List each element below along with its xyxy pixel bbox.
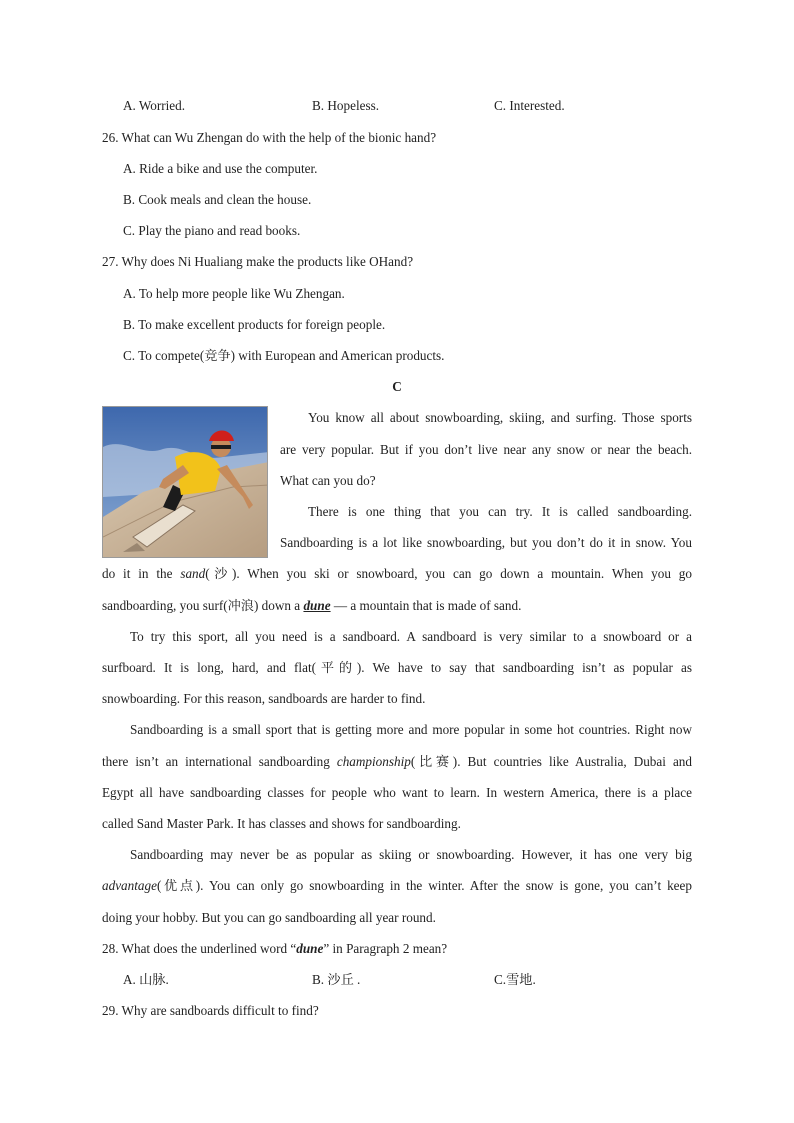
sandboarder-illustration <box>103 407 268 558</box>
text-segment: (沙). When you ski or snowboard, you can go down a mountain. When you go <box>205 566 692 581</box>
q27-question: 27. Why does Ni Hualiang make the products like OHand? <box>102 254 414 269</box>
q28-option-c: C.雪地. <box>494 972 536 987</box>
underlined-word-dune: dune <box>303 598 331 613</box>
q28-option-b: B. 沙丘 . <box>312 972 361 987</box>
q27-option-a: A. To help more people like Wu Zhengan. <box>123 286 345 301</box>
q26-option-c: C. Play the piano and read books. <box>123 223 301 238</box>
passage-p2-line1: There is one thing that you can try. It is called sandboarding. <box>308 504 692 519</box>
passage-p2-line4 <box>102 597 692 615</box>
passage-p4-line2 <box>102 753 692 771</box>
word-championship: championship <box>336 754 411 769</box>
q25-option-a: A. Worried. <box>123 98 186 113</box>
passage-p5-line2 <box>102 877 692 895</box>
passage-p2-line2: Sandboarding is a lot like snowboarding, but you don’t do it in snow. You <box>280 535 692 550</box>
passage-p3-line2: surfboard. It is long, hard, and flat(平的). We have to say that sandboarding isn’t as popular as <box>102 660 692 675</box>
word-sand: sand <box>180 566 206 581</box>
passage-p1-line1: You know all about snowboarding, skiing, and surfing. Those sports <box>308 410 692 425</box>
passage-p5-line1: Sandboarding may never be as popular as skiing or snowboarding. However, it has one very big <box>130 847 692 862</box>
text-segment: ” in Paragraph 2 mean? <box>323 941 448 956</box>
text-segment: there isn’t an international sandboarding <box>102 754 337 769</box>
text-segment: 28. What does the underlined word “ <box>102 941 297 956</box>
passage-p3-line1: To try this sport, all you need is a sandboard. A sandboard is very similar to a snowboard or a <box>130 629 692 644</box>
passage-p4-line1: Sandboarding is a small sport that is getting more and more popular in some hot countries. Right now <box>130 722 692 737</box>
q27-option-b: B. To make excellent products for foreign people. <box>123 317 386 332</box>
q28-question <box>102 940 692 958</box>
word-advantage: advantage <box>102 878 157 893</box>
word-dune: dune <box>296 941 324 956</box>
q26-question: 26. What can Wu Zhengan do with the help of the bionic hand? <box>102 130 437 145</box>
text-segment: (优点). You can only go snowboarding in the winter. After the snow is gone, you can’t keep <box>156 878 692 893</box>
passage-p1-line2: are very popular. But if you don’t live near any snow or near the beach. <box>280 442 692 457</box>
section-heading-c: C <box>392 379 402 394</box>
q25-option-b: B. Hopeless. <box>312 98 380 113</box>
sandboarding-photo <box>102 406 268 558</box>
q26-option-a: A. Ride a bike and use the computer. <box>123 161 318 176</box>
text-segment: sandboarding, you surf(冲浪) down a <box>102 598 304 613</box>
passage-p1-line3: What can you do? <box>280 473 376 488</box>
passage-p5-line3: doing your hobby. But you can go sandboarding all year round. <box>102 910 436 925</box>
passage-p2-line3 <box>102 565 692 583</box>
text-segment: (比赛). But countries like Australia, Dubai and <box>410 754 692 769</box>
passage-p4-line3: Egypt all have sandboarding classes for people who want to learn. In western America, there is a place <box>102 785 692 800</box>
q28-option-a: A. 山脉. <box>123 972 169 987</box>
text-segment: — a mountain that is made of sand. <box>330 598 522 613</box>
q26-option-b: B. Cook meals and clean the house. <box>123 192 312 207</box>
text-segment: do it in the <box>102 566 181 581</box>
q25-option-c: C. Interested. <box>494 98 565 113</box>
passage-p4-line4: called Sand Master Park. It has classes and shows for sandboarding. <box>102 816 461 831</box>
passage-p3-line3: snowboarding. For this reason, sandboards are harder to find. <box>102 691 426 706</box>
q27-option-c: C. To compete(竞争) with European and American products. <box>123 348 445 363</box>
q29-question: 29. Why are sandboards difficult to find? <box>102 1003 319 1018</box>
